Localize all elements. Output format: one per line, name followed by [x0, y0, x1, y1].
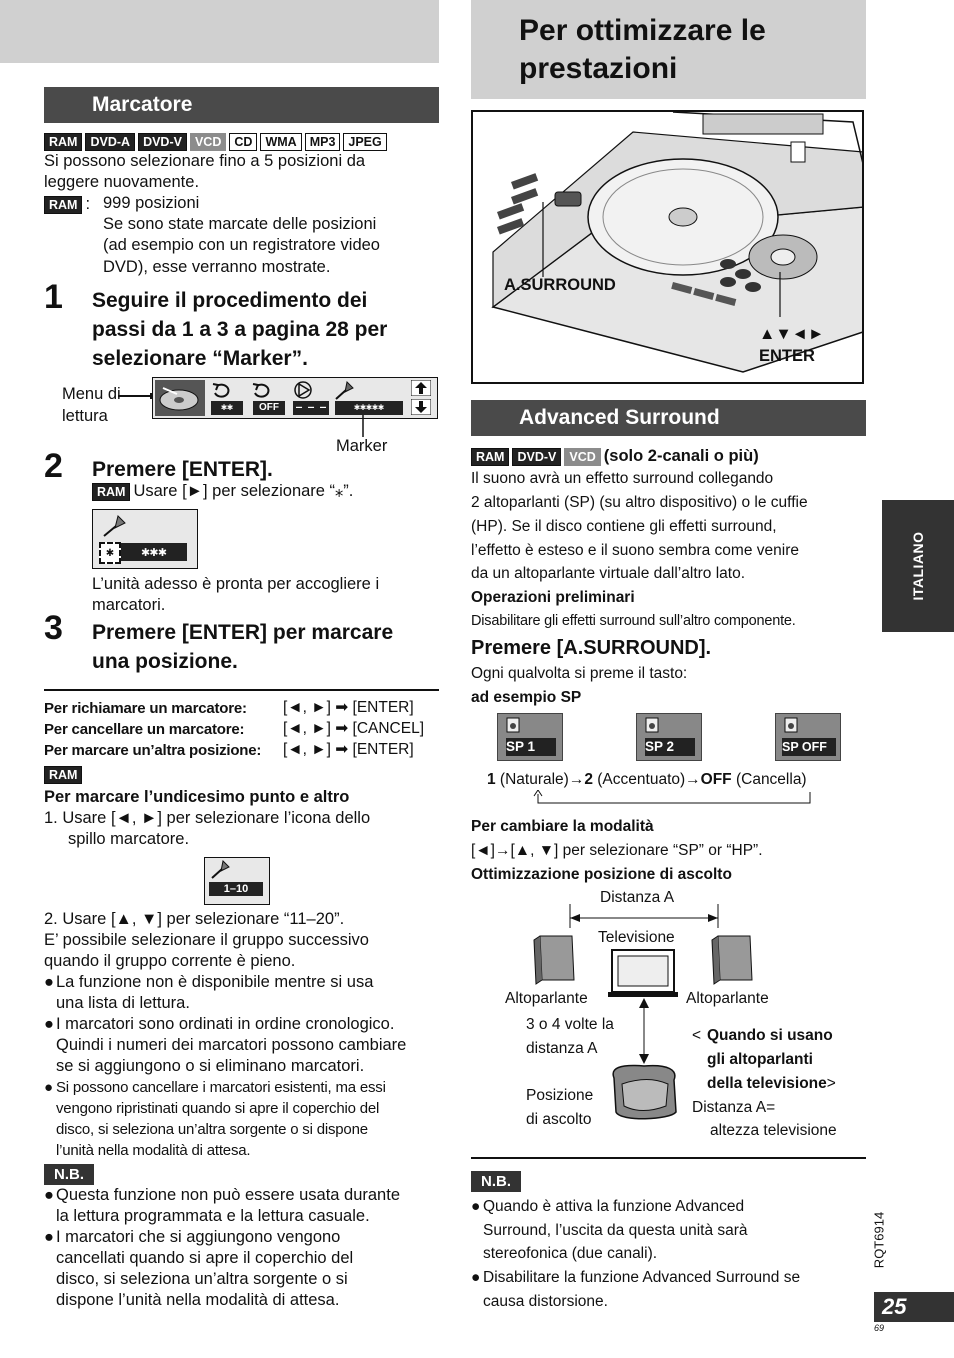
- marker-range-label: 1–10: [209, 882, 263, 896]
- nb2-line1-left: I marcatori che si aggiungono vengono: [56, 1228, 341, 1246]
- marker-stars: ✱✱✱: [121, 543, 187, 561]
- tag-vcd: VCD: [190, 133, 226, 151]
- intro-line2: leggere nuovamente.: [44, 173, 200, 191]
- step2-instruction: [92, 481, 353, 502]
- diagram-when-line1: Quando si usano: [707, 1027, 833, 1044]
- mode-text: [◄]→[▲, ▼] per selezionare “SP” or “HP”.: [471, 842, 763, 859]
- example-title: ad esempio SP: [471, 689, 582, 706]
- section-header-marcatore: Marcatore: [44, 87, 439, 123]
- step2-text: Usare [►] per selezionare “⁎”.: [133, 482, 354, 500]
- play-search-icon: [291, 380, 317, 400]
- title-banner: [471, 0, 866, 99]
- ram-line4: DVD), esse verranno mostrate.: [103, 258, 331, 276]
- page-title-line1: Per ottimizzare le: [519, 14, 766, 47]
- cycle-2: 2: [584, 771, 593, 788]
- cycle-2-text: (Accentuato): [592, 771, 686, 788]
- bullet3-line3: disco, si seleziona un’altra sorgente o si dispone: [56, 1121, 368, 1138]
- ram-line1: 999 posizioni: [103, 194, 200, 212]
- repeat-icon-a: [211, 381, 233, 399]
- disc-tags-right: [471, 446, 759, 467]
- step1-number: 1: [44, 278, 63, 316]
- step2-ready-line1: L’unità adesso è pronta per accogliere i: [92, 575, 380, 593]
- opt-title: Ottimizzazione posizione di ascolto: [471, 866, 732, 883]
- repeat-icon-b: [251, 381, 273, 399]
- another-keys: [◄, ►] ➡ [ENTER]: [283, 741, 414, 758]
- nb1-line1-left: Questa funzione non può essere usata durante: [56, 1186, 400, 1204]
- diagram-position-line2: di ascolto: [526, 1111, 592, 1128]
- intro-line2-right: 2 altoparlanti (SP) (su altro dispositivo) o le cuffie: [471, 494, 808, 511]
- tag-wma: WMA: [260, 133, 301, 151]
- menu-label-line1: Menu di: [62, 385, 121, 403]
- nb2-line4-left: dispone l’unità nella modalità di attesa.: [56, 1291, 340, 1309]
- diagram-position-line1: Posizione: [526, 1087, 594, 1104]
- tag-ram-step2: RAM: [92, 483, 130, 501]
- speaker-icon-off: [784, 717, 800, 735]
- step2-title: Premere [ENTER].: [92, 458, 273, 481]
- nb2-dot-right: ●: [471, 1269, 481, 1286]
- prelim-title: Operazioni preliminari: [471, 589, 635, 606]
- bullet1-dot: ●: [44, 973, 54, 991]
- small-page-number: 69: [874, 1323, 885, 1333]
- nb1-line2-left: la lettura programmata e la lettura casuale.: [56, 1207, 370, 1225]
- intro-line5-right: da un altoparlante virtuale dall’altro lato.: [471, 565, 746, 582]
- step1-line2: passi da 1 a 3 a pagina 28 per: [92, 318, 388, 341]
- sp-display-1: [497, 713, 563, 761]
- tag-mp3: MP3: [305, 133, 341, 151]
- right-divider: [471, 1157, 866, 1159]
- tags-note: (solo 2-canali o più): [603, 447, 759, 465]
- tag-jpeg: JPEG: [343, 133, 386, 151]
- marker-select-display: [92, 509, 198, 569]
- menu-label-line2: lettura: [62, 407, 108, 425]
- language-tab-label: ITALIANO: [910, 531, 926, 601]
- diagram-speaker-left: Altoparlante: [505, 990, 588, 1007]
- another-label: Per marcare un’altra posizione:: [44, 742, 262, 759]
- diagram-times-line1: 3 o 4 volte la: [526, 1016, 614, 1033]
- disc-tags-left: [44, 133, 390, 151]
- prelim-text: Disabilitare gli effetti surround sull’altro componente.: [471, 613, 796, 629]
- press-title: Premere [A.SURROUND].: [471, 637, 712, 659]
- nb1-line2-right: Surround, l’uscita da questa unità sarà: [483, 1222, 748, 1239]
- nb1-dot-right: ●: [471, 1198, 481, 1215]
- disc-icon: [155, 380, 205, 416]
- nb2-line2-right: causa distorsione.: [483, 1293, 608, 1310]
- diagram-speaker-right: Altoparlante: [686, 990, 769, 1007]
- sp-display-2: [636, 713, 702, 761]
- nb2-line2-left: cancellati quando si apre il coperchio del: [56, 1249, 354, 1267]
- menu-value-stars-a: ✱✱: [211, 401, 243, 415]
- sp-display-2-label: SP 2: [645, 738, 695, 756]
- bullet2-line1: I marcatori sono ordinati in ordine cronologico.: [56, 1015, 395, 1033]
- speaker-icon-1: [506, 717, 522, 735]
- marker-range-display: [204, 857, 270, 905]
- bullet2-line2: Quindi i numeri dei marcatori possono cambiare: [56, 1036, 407, 1054]
- eleventh-title: Per marcare l’undicesimo punto e altro: [44, 788, 350, 806]
- cycle-off-text: (Cancella): [731, 771, 807, 788]
- step3-line1: Premere [ENTER] per marcare: [92, 621, 394, 644]
- diagram-when-open: <: [692, 1027, 702, 1044]
- cancel-keys: [◄, ►] ➡ [CANCEL]: [283, 720, 424, 737]
- ram-row-2: [44, 766, 85, 784]
- tag-ram-2: RAM: [44, 766, 82, 784]
- disc-icon-tile: [155, 380, 205, 416]
- left-divider: [44, 689, 439, 691]
- diagram-times-line2: distanza A: [526, 1040, 598, 1057]
- page-number: 25: [882, 1294, 907, 1319]
- tag-ram: RAM: [44, 133, 82, 151]
- item2: 2. Usare [▲, ▼] per selezionare “11–20”.: [44, 910, 345, 928]
- selected-marker-slot: ✱: [99, 542, 121, 564]
- ram-row: [44, 194, 90, 215]
- left-top-banner: [0, 0, 439, 63]
- marker-pin-icon: [333, 380, 355, 400]
- tag-vcd-right: VCD: [564, 448, 600, 466]
- device-illustration-frame: [471, 110, 864, 384]
- speaker-icon-2: [645, 717, 661, 735]
- ram-line3: (ad esempio con un registratore video: [103, 236, 380, 254]
- nb-badge-left: N.B.: [44, 1164, 94, 1185]
- diagram-distance-eq: Distanza A=: [692, 1099, 776, 1116]
- ram-colon: :: [85, 195, 91, 213]
- tag-ram-note: RAM: [44, 196, 82, 214]
- step1-line3: selezionare “Marker”.: [92, 347, 308, 370]
- playback-menu-display: [152, 377, 438, 419]
- cycle-off: OFF: [700, 771, 732, 788]
- nb1-line1-right: Quando è attiva la funzione Advanced: [483, 1198, 745, 1215]
- intro-line1: Si possono selezionare fino a 5 posizioni da: [44, 152, 366, 170]
- diagram-distance-height: altezza televisione: [710, 1122, 837, 1139]
- sp-display-off: [775, 713, 841, 761]
- sp-display-1-label: SP 1: [506, 738, 556, 756]
- group-line1: E’ possibile selezionare il gruppo successivo: [44, 931, 369, 949]
- bullet3-dot: ●: [44, 1079, 53, 1096]
- intro-line1-right: Il suono avrà un effetto surround collegando: [471, 470, 774, 487]
- step2-ready-line2: marcatori.: [92, 596, 166, 614]
- nb2-dot-left: ●: [44, 1228, 54, 1246]
- a-surround-label: A.SURROUND: [504, 276, 616, 294]
- diagram-tv-label: Televisione: [598, 929, 675, 946]
- marker-pin-icon-small: [209, 860, 231, 880]
- sp-display-off-label: SP OFF: [782, 738, 836, 756]
- item1-line1: 1. Usare [◄, ►] per selezionare l’icona dello: [44, 809, 371, 827]
- step3-number: 3: [44, 609, 63, 647]
- nb1-dot-left: ●: [44, 1186, 54, 1204]
- bullet2-dot: ●: [44, 1015, 54, 1033]
- step3-line2: una posizione.: [92, 650, 238, 673]
- page-title: [519, 12, 766, 88]
- tag-dvd-a: DVD-A: [85, 133, 135, 151]
- bullet3-line1: Si possono cancellare i marcatori esistenti, ma essi: [56, 1079, 386, 1096]
- diagram-when-line3-wrap: [707, 1073, 836, 1094]
- mode-title: Per cambiare la modalità: [471, 818, 654, 835]
- bullet1-line1: La funzione non è disponibile mentre si usa: [56, 973, 374, 991]
- recall-keys: [◄, ►] ➡ [ENTER]: [283, 699, 414, 716]
- marker-label: Marker: [336, 437, 388, 455]
- bullet1-line2: una lista di lettura.: [56, 994, 190, 1012]
- scroll-down-icon: [411, 399, 431, 415]
- sp-cycle-line: [487, 769, 807, 790]
- diagram-when-close: >: [826, 1075, 836, 1092]
- step2-number: 2: [44, 447, 63, 485]
- tag-dvd-v-right: DVD-V: [512, 448, 561, 466]
- scroll-up-icon: [411, 380, 431, 396]
- section-header-advanced-surround: Advanced Surround: [471, 400, 866, 436]
- diagram-distance-a: Distanza A: [600, 889, 675, 906]
- model-code: RQT6914: [871, 1211, 887, 1269]
- bullet3-line4: l’unità nella modalità di attesa.: [56, 1142, 251, 1159]
- bullet2-line3: se si aggiungono o si eliminano marcatori.: [56, 1057, 365, 1075]
- cycle-1-text: (Naturale): [495, 771, 569, 788]
- tag-ram-right: RAM: [471, 448, 509, 466]
- diagram-when-line2: gli altoparlanti: [707, 1051, 813, 1068]
- cycle-arrow-1: →: [568, 771, 585, 788]
- nb1-line3-right: stereofonica (due canali).: [483, 1245, 658, 1262]
- menu-value-off: OFF: [253, 401, 285, 415]
- nb2-line1-right: Disabilitare la funzione Advanced Surround se: [483, 1269, 801, 1286]
- page-number-box: [874, 1292, 954, 1322]
- diagram-when-line3: della televisione: [707, 1075, 827, 1092]
- page-title-line2: prestazioni: [519, 52, 678, 85]
- menu-value-markers: ✱✱✱✱✱: [335, 401, 403, 415]
- step1-line1: Seguire il procedimento dei: [92, 289, 368, 312]
- intro-line4-right: l’effetto è esteso e il suono sembra come venire: [471, 542, 799, 559]
- menu-value-dashes: – – –: [293, 401, 329, 415]
- cycle-1: 1: [487, 771, 496, 788]
- intro-line3-right: (HP). Se il disco contiene gli effetti surround,: [471, 518, 777, 535]
- press-text: Ogni qualvolta si preme il tasto:: [471, 665, 688, 682]
- marker-pin-icon-large: [101, 514, 127, 538]
- tag-dvd-v: DVD-V: [138, 133, 187, 151]
- recall-label: Per richiamare un marcatore:: [44, 700, 247, 717]
- group-line2: quando il gruppo corrente è pieno.: [44, 952, 296, 970]
- cancel-label: Per cancellare un marcatore:: [44, 721, 245, 738]
- arrow-keys-label: ▲▼◄►: [759, 325, 825, 343]
- enter-label: ENTER: [759, 347, 815, 365]
- nb2-line3-left: disco, si seleziona un’altra sorgente o si: [56, 1270, 348, 1288]
- ram-line2: Se sono state marcate delle posizioni: [103, 215, 377, 233]
- item1-line2: spillo marcatore.: [68, 830, 190, 848]
- cycle-arrow-2: →: [685, 771, 701, 788]
- tag-cd: CD: [229, 133, 257, 151]
- cycle-return-arrow: [532, 790, 814, 806]
- nb-badge-right: N.B.: [471, 1171, 521, 1192]
- bullet3-line2: vengono ripristinati quando si apre il coperchio del: [56, 1100, 380, 1117]
- language-tab: [882, 500, 954, 632]
